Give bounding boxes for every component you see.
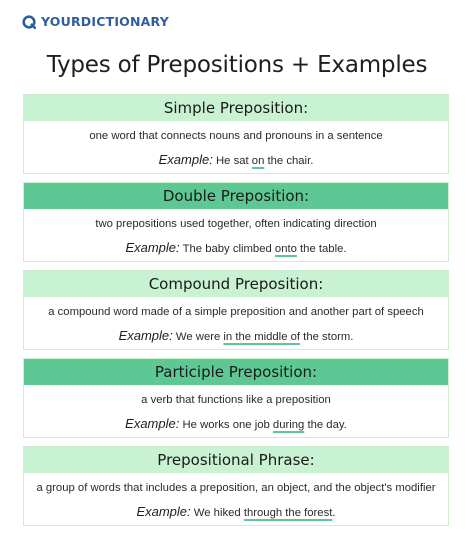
card-description: a verb that functions like a preposition xyxy=(141,394,331,406)
page-title: Types of Prepositions + Examples xyxy=(46,52,428,78)
example-highlight: in the middle of xyxy=(223,331,301,343)
card-description: one word that connects nouns and pronouns in a sentence xyxy=(89,130,383,142)
example-text-before: We hiked xyxy=(193,507,244,519)
example-text-after: . xyxy=(332,507,336,519)
card-example xyxy=(24,328,448,344)
logo-text: YOURDICTIONARY xyxy=(41,14,169,29)
card-heading: Participle Preposition: xyxy=(24,359,448,385)
card-description: a group of words that includes a preposition, an object, and the object's modifier xyxy=(36,482,436,494)
card-description: two prepositions used together, often indicating direction xyxy=(95,218,377,230)
card-compound-preposition xyxy=(23,270,449,350)
example-text-after: the chair. xyxy=(264,155,314,167)
example-label: Example: xyxy=(118,328,173,343)
example-text-before: The baby climbed xyxy=(182,243,275,255)
card-example xyxy=(24,416,448,432)
card-description: a compound word made of a simple preposition and another part of speech xyxy=(48,306,424,318)
example-label: Example: xyxy=(158,152,213,167)
example-label: Example: xyxy=(125,240,180,255)
example-highlight: through the forest xyxy=(243,507,333,519)
card-prepositional-phrase xyxy=(23,446,449,526)
example-label: Example: xyxy=(136,504,191,519)
card-heading: Compound Preposition: xyxy=(24,271,448,297)
card-participle-preposition xyxy=(23,358,449,438)
card-example xyxy=(24,152,448,168)
example-text-after: the table. xyxy=(296,243,347,255)
card-heading: Prepositional Phrase: xyxy=(24,447,448,473)
example-text-before: He sat xyxy=(215,155,252,167)
example-label: Example: xyxy=(125,416,180,431)
card-simple-preposition xyxy=(23,94,449,174)
card-example xyxy=(24,504,448,520)
example-text-before: We were xyxy=(175,331,224,343)
example-text-before: He works one job xyxy=(182,419,273,431)
example-text-after: the storm. xyxy=(300,331,354,343)
card-heading: Double Preposition: xyxy=(24,183,448,209)
card-example xyxy=(24,240,448,256)
card-double-preposition xyxy=(23,182,449,262)
card-heading: Simple Preposition: xyxy=(24,95,448,121)
logo-icon xyxy=(22,15,36,29)
example-highlight: onto xyxy=(274,243,297,255)
example-highlight: on xyxy=(251,155,265,167)
yourdictionary-logo[interactable] xyxy=(22,15,169,29)
example-highlight: during xyxy=(272,419,305,431)
example-text-after: the day. xyxy=(304,419,347,431)
